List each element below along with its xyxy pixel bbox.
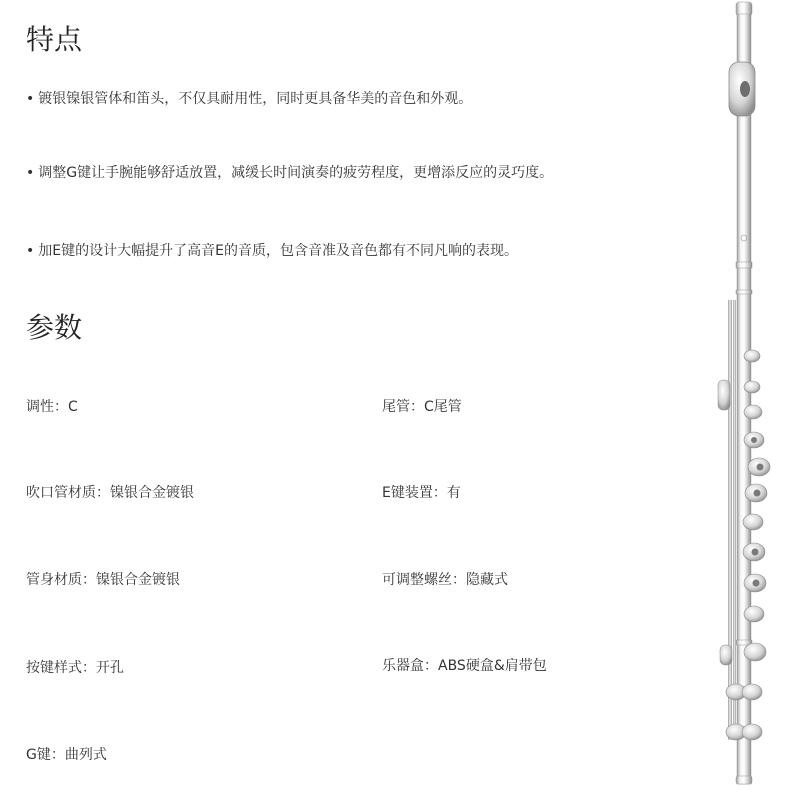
spec-value: 有: [446, 485, 461, 501]
spec-label: 尾管: [382, 399, 410, 415]
spec-item: [382, 573, 508, 587]
spec-item: [26, 486, 194, 500]
spec-separator: ：: [82, 572, 96, 588]
feature-text: 镀银镍银管体和笛头，不仅具耐用性，同时更具备华美的音色和外观。: [38, 91, 473, 107]
feature-item: [26, 92, 472, 106]
spec-value: ABS硬盒&肩带包: [438, 658, 547, 674]
spec-item: [26, 748, 107, 762]
bullet-dot: •: [26, 165, 35, 181]
spec-value: C尾管: [424, 399, 462, 415]
features-title: 特点: [26, 23, 83, 56]
spec-separator: ：: [452, 572, 466, 588]
spec-label: 调性: [26, 399, 54, 415]
spec-label: E键装置: [382, 485, 433, 501]
spec-label: 按键样式: [26, 660, 82, 676]
spec-value: 镍银合金镀银: [96, 572, 180, 588]
bullet-dot: •: [26, 91, 35, 107]
spec-item: [382, 659, 547, 673]
spec-value: 曲列式: [64, 747, 107, 763]
spec-value: C: [68, 399, 78, 415]
spec-label: 吹口管材质: [26, 485, 96, 501]
feature-text: 调整G键让手腕能够舒适放置，减缓长时间演奏的疲劳程度，更增添反应的灵巧度。: [38, 165, 554, 181]
spec-separator: ：: [96, 485, 110, 501]
feature-text: 加E键的设计大幅提升了高音E的音质，包含音准及音色都有不同凡响的表现。: [38, 243, 518, 259]
spec-separator: ：: [82, 660, 96, 676]
spec-separator: ：: [432, 485, 447, 501]
spec-item: [26, 661, 124, 675]
flute-image: [700, 0, 800, 800]
spec-value: 镍银合金镀银: [110, 485, 194, 501]
spec-separator: ：: [50, 747, 65, 763]
specs-title: 参数: [26, 311, 83, 344]
spec-item: [26, 400, 78, 414]
spec-separator: ：: [424, 658, 438, 674]
feature-item: [26, 244, 518, 258]
spec-separator: ：: [410, 399, 424, 415]
feature-item: [26, 166, 553, 180]
spec-item: [382, 486, 461, 500]
spec-label: 乐器盒: [382, 658, 424, 674]
spec-item: [382, 400, 462, 414]
spec-separator: ：: [54, 399, 68, 415]
spec-item: [26, 573, 180, 587]
spec-label: G键: [26, 747, 51, 763]
spec-label: 可调整螺丝: [382, 572, 452, 588]
spec-label: 管身材质: [26, 572, 82, 588]
bullet-dot: •: [26, 243, 35, 259]
spec-value: 隐藏式: [466, 572, 508, 588]
spec-value: 开孔: [96, 660, 124, 676]
